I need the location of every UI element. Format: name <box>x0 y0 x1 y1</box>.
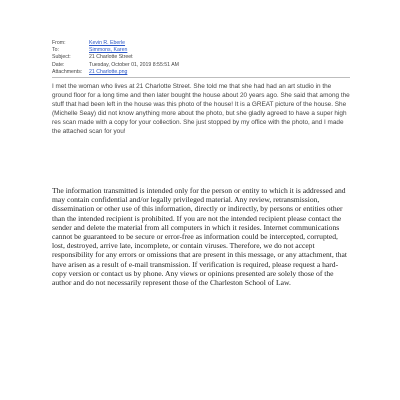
to-value-link[interactable]: Simmons, Karen <box>89 47 128 54</box>
header-divider <box>52 77 350 78</box>
from-row <box>52 40 179 47</box>
attachment-link[interactable]: 21 Charlotte.png <box>89 68 128 75</box>
message-body: I met the woman who lives at 21 Charlotte Street. She told me that she had had an art studio in the ground floor for a long time and then later bought the house about 20 years ago. She said that among the stuff that had been left in the house was this photo of the house! It is a GREAT picture of the house. She (Michelle Seay) did not know anything more about the photo, but she gladly agreed to have a super high res scan made with a copy for your collection. She just stopped by my office with the photo, and I made the attached scan for you! <box>52 83 350 136</box>
legal-disclaimer: The information transmitted is intended only for the person or entity to which it is addressed and may contain confidential and/or legally privileged material. Any review, retransmission, dissemination or other use of this information, directly or indirectly, by persons or entities other than the intended recipient is prohibited. If you are not the intended recipient please contact the sender and delete the material from all computers in which it resides. Internet communications cannot be guaranteed to be secure or error-free as information could be intercepted, corrupted, lost, destroyed, arrive late, incomplete, or contain viruses. Therefore, we do not accept responsibility for any errors or omissions that are present in this message, or any attachment, that have arisen as a result of e-mail transmission. If verification is required, please request a hard-copy version or contact us by phone. Any views or opinions presented are solely those of the author and do not necessarily represent those of the Charleston School of Law. <box>52 186 348 288</box>
from-label: From: <box>52 40 66 46</box>
subject-value: 21 Charlotte Street <box>89 54 133 61</box>
date-row <box>52 62 179 69</box>
attachments-row <box>52 69 179 76</box>
date-label: Date: <box>52 61 65 68</box>
email-header <box>52 40 179 76</box>
attachments-label: Attachments: <box>52 68 83 75</box>
subject-label: Subject: <box>52 54 71 61</box>
to-row <box>52 47 179 54</box>
to-label: To: <box>52 47 59 54</box>
from-value-link[interactable]: Kevin R. Eberle <box>89 40 126 46</box>
date-value: Tuesday, October 01, 2019 8:55:51 AM <box>89 61 179 68</box>
subject-row <box>52 54 179 61</box>
